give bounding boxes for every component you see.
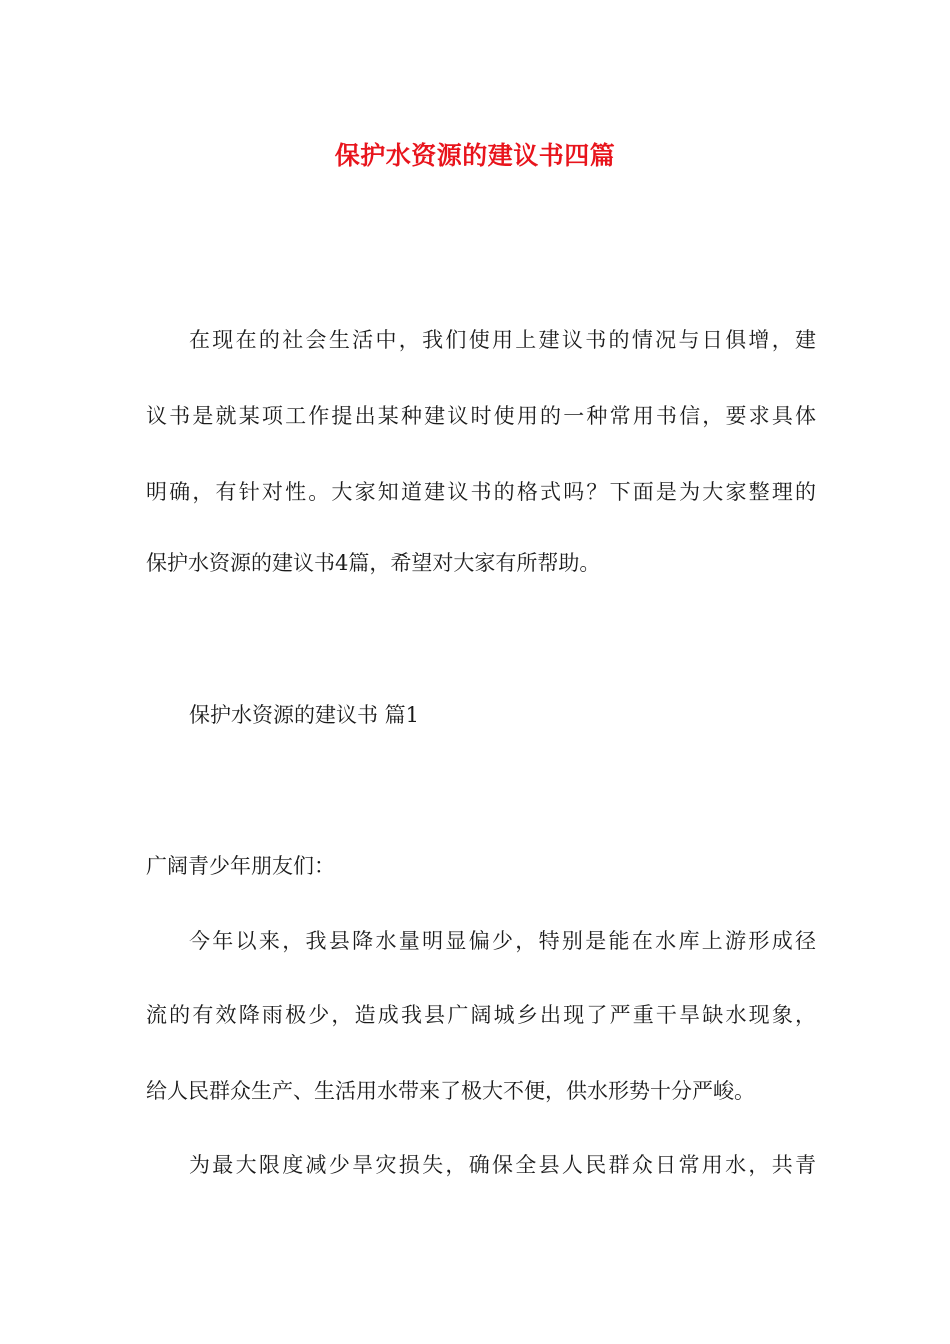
intro-line-1: 在现在的社会生活中，我们使用上建议书的情况与日俱增，建	[189, 328, 816, 352]
section-heading: 保护水资源的建议书 篇1	[189, 703, 420, 727]
document-title: 保护水资源的建议书四篇	[334, 141, 616, 170]
paragraph-1-line-3: 给人民群众生产、生活用水带来了极大不便，供水形势十分严峻。	[146, 1079, 755, 1103]
paragraph-2-line-1: 为最大限度减少旱灾损失，确保全县人民群众日常用水，共青	[189, 1153, 816, 1177]
intro-line-2: 议书是就某项工作提出某种建议时使用的一种常用书信，要求具体	[146, 404, 816, 428]
paragraph-1-line-2: 流的有效降雨极少，造成我县广阔城乡出现了严重干旱缺水现象，	[146, 1003, 816, 1027]
salutation: 广阔青少年朋友们：	[146, 854, 335, 878]
intro-line-4: 保护水资源的建议书4篇，希望对大家有所帮助。	[146, 551, 601, 575]
intro-line-3: 明确，有针对性。大家知道建议书的格式吗？下面是为大家整理的	[146, 480, 816, 504]
paragraph-1-line-1: 今年以来，我县降水量明显偏少，特别是能在水库上游形成径	[189, 929, 816, 953]
